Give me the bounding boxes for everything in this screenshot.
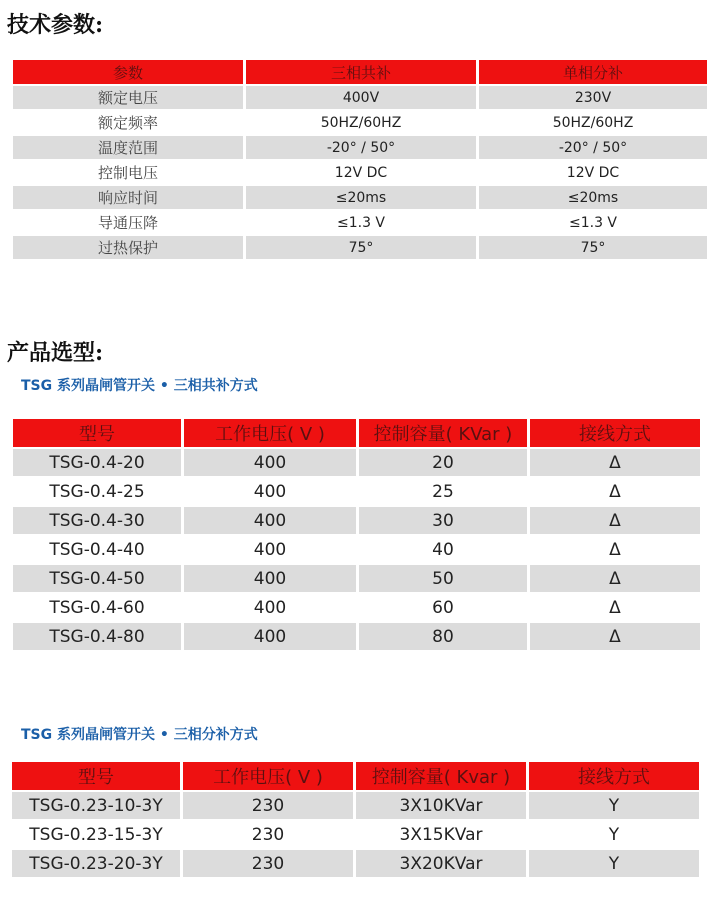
capacity-cell: 60: [359, 594, 527, 621]
spec-value-single-phase: ≤20ms: [479, 186, 707, 209]
single-phase-header-row: [12, 762, 699, 790]
model-cell: TSG-0.23-20-3Y: [12, 850, 180, 877]
three-phase-table: [10, 417, 703, 652]
voltage-cell: 400: [184, 565, 356, 592]
wiring-cell: Δ: [530, 478, 700, 505]
header-model: 型号: [13, 419, 181, 447]
table-row: [13, 111, 707, 134]
model-cell: TSG-0.23-10-3Y: [12, 792, 180, 819]
spec-table: [10, 58, 710, 261]
wiring-cell: Δ: [530, 623, 700, 650]
spec-heading: 技术参数:: [7, 12, 104, 38]
voltage-cell: 230: [183, 821, 353, 848]
voltage-cell: 230: [183, 850, 353, 877]
wiring-cell: Δ: [530, 449, 700, 476]
spec-value-single-phase: ≤1.3 V: [479, 211, 707, 234]
spec-param: 响应时间: [13, 186, 243, 209]
table-row: [13, 449, 700, 476]
voltage-cell: 400: [184, 536, 356, 563]
voltage-cell: 400: [184, 478, 356, 505]
header-voltage: 工作电压( V ): [183, 762, 353, 790]
spec-value-single-phase: 75°: [479, 236, 707, 259]
spec-value-three-phase: 400V: [246, 86, 476, 109]
three-phase-header-row: [13, 419, 700, 447]
model-cell: TSG-0.4-25: [13, 478, 181, 505]
header-voltage: 工作电压( V ): [184, 419, 356, 447]
table-row: [12, 821, 699, 848]
single-phase-subtitle: TSG 系列晶闸管开关 • 三相分补方式: [21, 727, 258, 743]
spec-param: 温度范围: [13, 136, 243, 159]
voltage-cell: 400: [184, 449, 356, 476]
spec-value-three-phase: ≤1.3 V: [246, 211, 476, 234]
model-cell: TSG-0.4-20: [13, 449, 181, 476]
capacity-cell: 40: [359, 536, 527, 563]
model-cell: TSG-0.23-15-3Y: [12, 821, 180, 848]
table-row: [13, 136, 707, 159]
voltage-cell: 400: [184, 623, 356, 650]
wiring-cell: Δ: [530, 594, 700, 621]
table-row: [13, 507, 700, 534]
spec-header-param: 参数: [13, 60, 243, 84]
spec-header-single-phase: 单相分补: [479, 60, 707, 84]
table-row: [12, 850, 699, 877]
header-wiring: 接线方式: [529, 762, 699, 790]
spec-header-row: [13, 60, 707, 84]
wiring-cell: Y: [529, 792, 699, 819]
wiring-cell: Δ: [530, 536, 700, 563]
header-capacity: 控制容量( KVar ): [359, 419, 527, 447]
spec-value-three-phase: 12V DC: [246, 161, 476, 184]
header-wiring: 接线方式: [530, 419, 700, 447]
wiring-cell: Y: [529, 821, 699, 848]
spec-param: 过热保护: [13, 236, 243, 259]
spec-value-single-phase: 230V: [479, 86, 707, 109]
spec-header-three-phase: 三相共补: [246, 60, 476, 84]
table-row: [13, 236, 707, 259]
model-cell: TSG-0.4-80: [13, 623, 181, 650]
model-cell: TSG-0.4-30: [13, 507, 181, 534]
capacity-cell: 50: [359, 565, 527, 592]
spec-value-three-phase: -20° / 50°: [246, 136, 476, 159]
table-row: [13, 86, 707, 109]
capacity-cell: 20: [359, 449, 527, 476]
table-row: [12, 792, 699, 819]
table-row: [13, 211, 707, 234]
table-row: [13, 594, 700, 621]
wiring-cell: Y: [529, 850, 699, 877]
capacity-cell: 25: [359, 478, 527, 505]
capacity-cell: 3X15KVar: [356, 821, 526, 848]
spec-value-three-phase: ≤20ms: [246, 186, 476, 209]
capacity-cell: 30: [359, 507, 527, 534]
wiring-cell: Δ: [530, 507, 700, 534]
table-row: [13, 565, 700, 592]
table-row: [13, 536, 700, 563]
voltage-cell: 400: [184, 507, 356, 534]
spec-param: 导通压降: [13, 211, 243, 234]
spec-value-single-phase: 50HZ/60HZ: [479, 111, 707, 134]
wiring-cell: Δ: [530, 565, 700, 592]
header-model: 型号: [12, 762, 180, 790]
table-row: [13, 478, 700, 505]
table-row: [13, 161, 707, 184]
voltage-cell: 230: [183, 792, 353, 819]
selection-heading: 产品选型:: [7, 340, 104, 366]
model-cell: TSG-0.4-50: [13, 565, 181, 592]
capacity-cell: 3X10KVar: [356, 792, 526, 819]
model-cell: TSG-0.4-40: [13, 536, 181, 563]
spec-param: 额定频率: [13, 111, 243, 134]
single-phase-table: [9, 760, 702, 879]
voltage-cell: 400: [184, 594, 356, 621]
spec-value-single-phase: -20° / 50°: [479, 136, 707, 159]
spec-param: 控制电压: [13, 161, 243, 184]
capacity-cell: 80: [359, 623, 527, 650]
table-row: [13, 186, 707, 209]
spec-value-three-phase: 50HZ/60HZ: [246, 111, 476, 134]
spec-value-single-phase: 12V DC: [479, 161, 707, 184]
model-cell: TSG-0.4-60: [13, 594, 181, 621]
spec-param: 额定电压: [13, 86, 243, 109]
capacity-cell: 3X20KVar: [356, 850, 526, 877]
header-capacity: 控制容量( Kvar ): [356, 762, 526, 790]
spec-value-three-phase: 75°: [246, 236, 476, 259]
three-phase-subtitle: TSG 系列晶闸管开关 • 三相共补方式: [21, 378, 258, 394]
table-row: [13, 623, 700, 650]
